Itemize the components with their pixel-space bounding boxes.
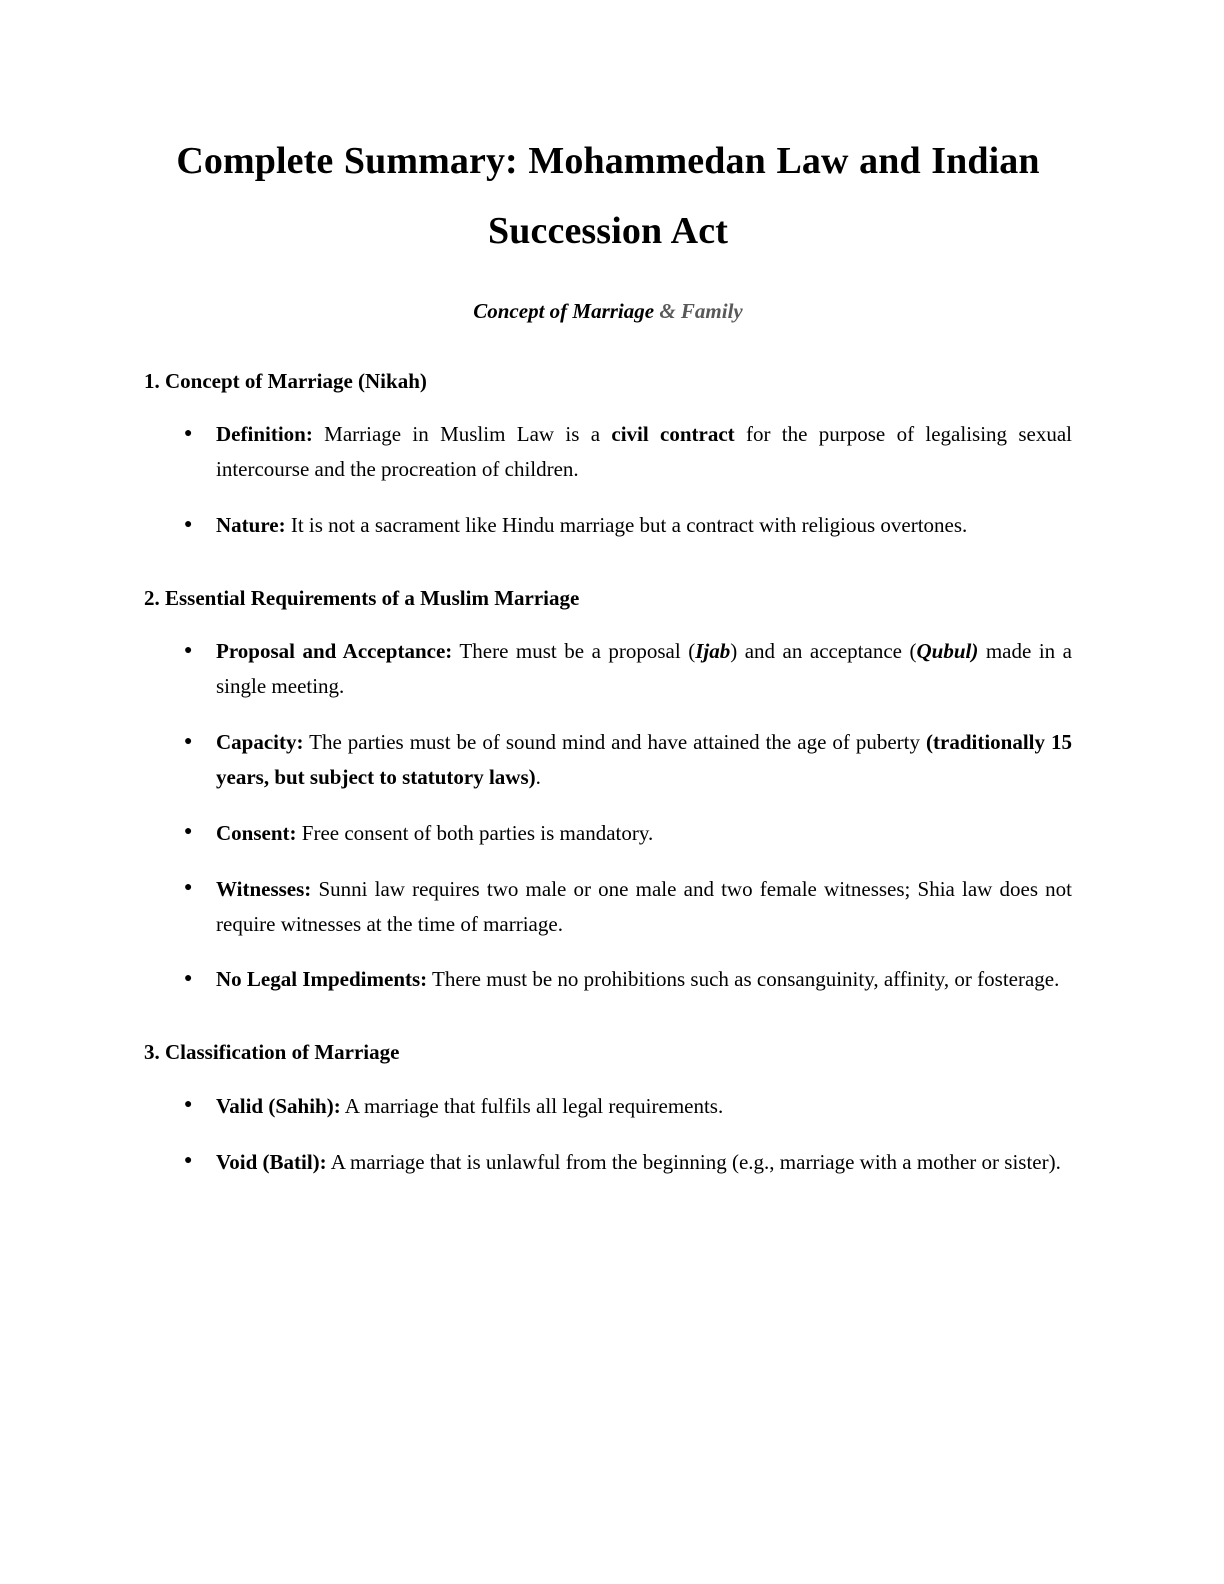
page-title (144, 126, 1072, 267)
text-run: Ijab (695, 639, 731, 664)
text-run: made in a single meeting. (216, 639, 1072, 699)
document-body (144, 366, 1072, 1179)
text-run: civil contract (611, 422, 735, 447)
list-item-label: Consent: (216, 820, 297, 845)
list-item-text (297, 821, 654, 845)
list-item-text (216, 422, 1072, 481)
section-heading: 1. Concept of Marriage (Nikah) (144, 368, 427, 393)
list-item-label: Witnesses: (216, 876, 312, 901)
text-run: There must be a proposal ( (452, 639, 696, 664)
list-item-text (427, 967, 1059, 991)
text-run: A marriage that is unlawful from the beginning (e.g., marriage with a mother or sister). (326, 1149, 1061, 1174)
section-heading: 3. Classification of Marriage (144, 1040, 400, 1065)
text-run: for the purpose of legalising sexual intercourse and the procreation of children. (216, 422, 1073, 482)
list-item-label: Valid (Sahih): (216, 1093, 341, 1118)
text-run: There must be no prohibitions such as consanguinity, affinity, or fosterage. (427, 967, 1060, 992)
list-item-text (286, 513, 968, 537)
list-item-text (327, 1150, 1061, 1174)
text-run: ) and an acceptance ( (730, 639, 917, 664)
list-item-label: Proposal and Acceptance: (216, 639, 453, 664)
text-run: It is not a sacrament like Hindu marriage but a contract with religious overtones. (285, 513, 968, 538)
list-item (144, 1145, 1072, 1180)
text-run: Free consent of both parties is mandatory. (296, 820, 654, 845)
page-subtitle-accent: & Family (659, 298, 743, 323)
list-item-text (216, 877, 1072, 936)
text-run: Sunni law requires two male or one male and two female witnesses; Shia law does not require witnesses at the time of marriage. (216, 876, 1072, 936)
list-item-label: Definition: (216, 422, 313, 447)
text-run: (traditionally 15 years, but subject to statutory laws) (216, 730, 1073, 790)
list-item (144, 725, 1072, 795)
list-item-text (216, 730, 1072, 789)
bullet-list (144, 1089, 1072, 1180)
page-title-line-2: Succession Act (488, 210, 728, 253)
page-title-line-1: Complete Summary: Mohammedan Law and Indian (176, 140, 1040, 182)
list-item-label: Capacity: (216, 730, 304, 755)
list-item (144, 962, 1072, 997)
text-run: Marriage in Muslim Law is a (312, 422, 612, 447)
list-item (144, 508, 1072, 543)
list-item-label: Nature: (216, 513, 286, 538)
bullet-list (144, 634, 1072, 997)
section-heading: 2. Essential Requirements of a Muslim Marriage (144, 586, 580, 610)
list-item (144, 417, 1072, 487)
text-run: The parties must be of sound mind and have attained the age of puberty (303, 730, 927, 755)
bullet-list (144, 417, 1072, 543)
page-subtitle (144, 297, 1072, 326)
list-item-label: Void (Batil): (216, 1149, 327, 1174)
list-item-text (341, 1094, 724, 1118)
list-item (144, 1089, 1072, 1124)
list-item (144, 634, 1072, 704)
text-run: Qubul) (916, 639, 979, 664)
page-subtitle-main: Concept of Marriage (473, 298, 660, 323)
text-run: A marriage that fulfils all legal requirements. (340, 1093, 724, 1118)
list-item-label: No Legal Impediments: (216, 967, 428, 992)
list-item (144, 816, 1072, 851)
list-item (144, 872, 1072, 942)
text-run: . (535, 765, 541, 790)
